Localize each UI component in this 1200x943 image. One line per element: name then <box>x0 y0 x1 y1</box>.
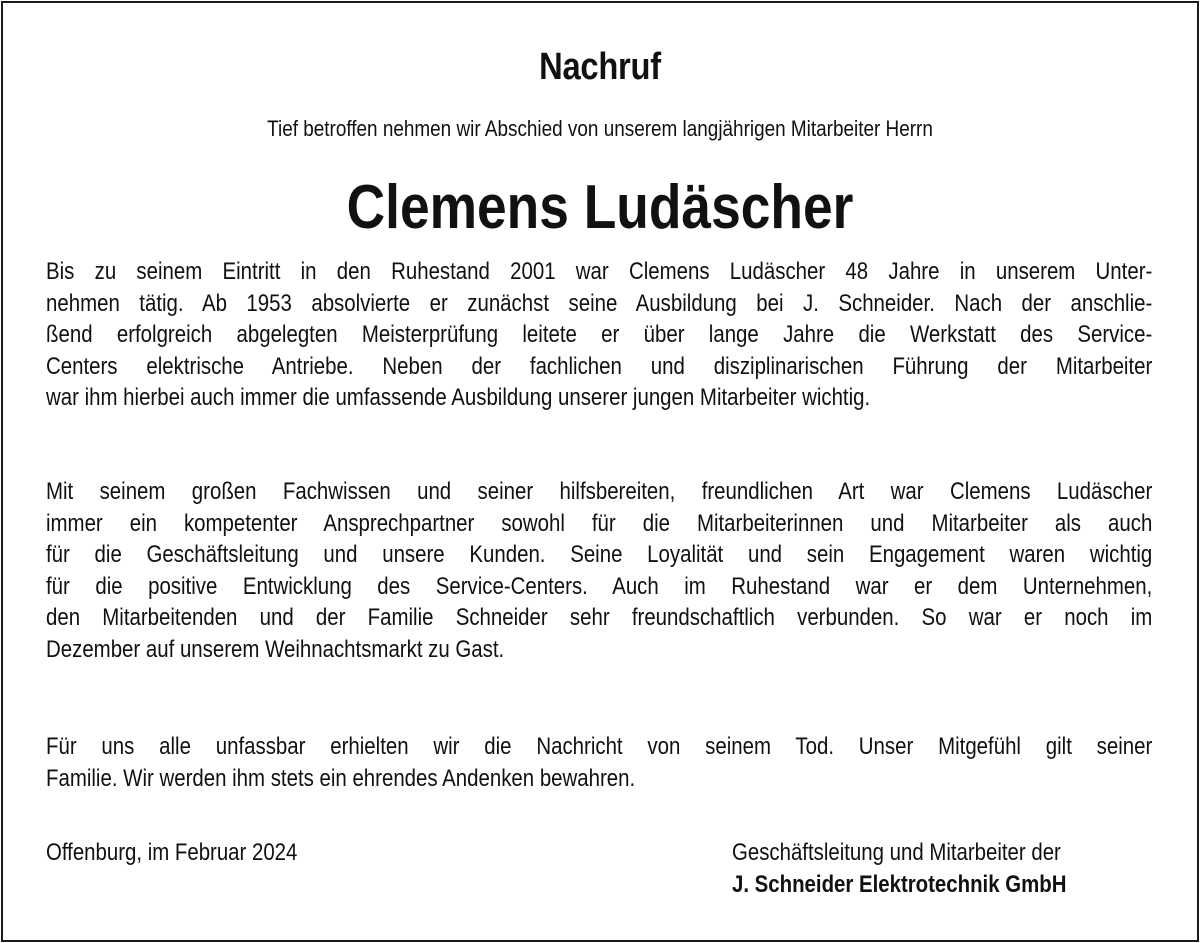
paragraph-line: für die positive Entwicklung des Service-Centers. Auch im Ruhestand war er dem Unternehmen, <box>46 572 1153 600</box>
notice-title: Nachruf <box>539 46 661 88</box>
company-name: J. Schneider Elektrotechnik GmbH <box>732 871 1067 898</box>
paragraph-line: Centers elektrische Antriebe. Neben der fachlichen und disziplinarischen Führung der Mitarbeiter <box>46 352 1153 380</box>
paragraph-line: war ihm hierbei auch immer die umfassende Ausbildung unserer jungen Mitarbeiter wichtig. <box>46 384 871 411</box>
paragraph-line: Mit seinem großen Fachwissen und seiner hilfsbereiten, freundlichen Art war Clemens Ludäscher <box>46 478 1153 505</box>
paragraph-line: immer ein kompetenter Ansprechpartner sowohl für die Mitarbeiterinnen und Mitarbeiter als auch <box>46 509 1153 537</box>
paragraph-line: Familie. Wir werden ihm stets ein ehrendes Andenken bewahren. <box>46 764 636 792</box>
paragraph-condolence <box>46 731 1152 794</box>
paragraph-line: Bis zu seinem Eintritt in den Ruhestand 2001 war Clemens Ludäscher 48 Jahre in unserem Unter- <box>46 258 1153 285</box>
deceased-name: Clemens Ludäscher <box>346 173 854 242</box>
paragraph-line: den Mitarbeitenden und der Familie Schneider sehr freundschaftlich verbunden. So war er noch im <box>46 604 1153 631</box>
paragraph-line: Für uns alle unfassbar erhielten wir die Nachricht von seinem Tod. Unser Mitgefühl gilt seiner <box>46 733 1153 760</box>
notice-intro: Tief betroffen nehmen wir Abschied von unserem langjährigen Mitarbeiter Herrn <box>267 116 933 141</box>
paragraph-line: für die Geschäftsleitung und unsere Kunden. Seine Loyalität und sein Engagement waren wichtig <box>46 541 1153 568</box>
paragraph-character <box>46 476 1152 665</box>
paragraph-line: nehmen tätig. Ab 1953 absolvierte er zunächst seine Ausbildung bei J. Schneider. Nach der anschlie- <box>46 289 1153 317</box>
signature-line: Geschäftsleitung und Mitarbeiter der <box>732 839 1061 866</box>
signature-block <box>732 837 1066 901</box>
place-date: Offenburg, im Februar 2024 <box>46 839 298 866</box>
paragraph-career <box>46 256 1152 414</box>
paragraph-line: ßend erfolgreich abgelegten Meisterprüfung leitete er über lange Jahre die Werkstatt des Service- <box>46 321 1153 348</box>
paragraph-line: Dezember auf unserem Weihnachtsmarkt zu Gast. <box>46 635 505 663</box>
